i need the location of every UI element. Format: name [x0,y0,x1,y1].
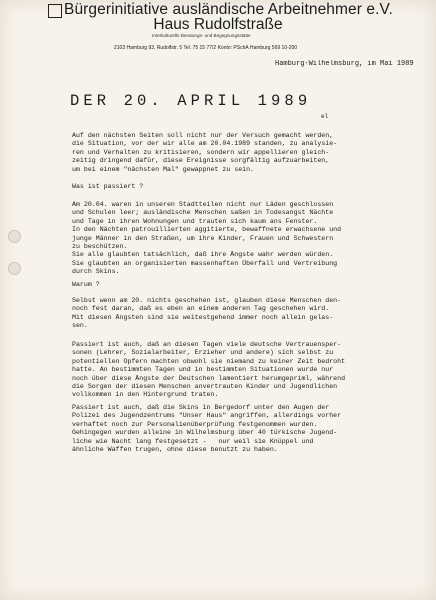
org-subtitle: Interkulturelle Beratungs- und Begegnungsstätte [152,33,251,38]
text-line: und Tage in ihren Wohnungen und trauten sich kaum ans Fenster. [72,217,318,225]
text-line: Selbst wenn am 20. nichts geschehen ist, glauben diese Menschen den- [72,297,342,304]
text-line: liche wie Nacht lang festgesetzt - nur weil sie Knüppel und [72,437,314,445]
text-line: noch fest daran, daß es eben an einem anderen Tag geschehen wird. [72,305,330,313]
text-line: Mit diesen Ängsten sind sie weitestgehend immer noch allein gelas- [72,313,334,321]
org-name-line2: Haus Rudolfstraße [153,16,283,33]
text-line: zeitig dringend dafür, diese Ereignisse sorgfältig aufzuarbeiten, [72,157,330,165]
text-line: Sie alle glaubten tatsächlich, daß ihre Ängste wahr werden würden. [72,251,334,259]
text-line: noch über diese Ängste der Deutschen lamentiert herumgepriml, während [72,374,346,382]
text-line: Auf den nächsten Seiten soll nicht nur der Versuch gemacht werden, [72,132,334,139]
text-line: durch Skins. [72,268,120,276]
text-line: Polizei des Jugendzentrums "Unser Haus" angriffen, allerdings vorher [72,412,342,420]
text-line: ren und Verhalten zu kritisieren, sondern wir appellieren gleich- [72,148,330,156]
text-line: potentiellen Opfern machten obwohl sie niemand zu keiner Zeit bedroht [72,357,346,365]
text-line: Warum ? [72,281,100,288]
text-line: verhaftet noch zur Personalienüberprüfung festgenommen wurden. [72,420,318,428]
text-line: vollkommen in den Hintergrund traten. [72,391,219,399]
text-line: zu beschützen. [72,243,128,251]
body-paragraph [72,183,143,191]
text-line: junge Männer in den Straßen, um ihre Kinder, Frauen und Schwestern [72,234,334,242]
punch-hole [8,230,21,243]
punch-hole [8,262,21,275]
body-paragraph [72,404,341,454]
text-line: Sie glaubten an organisierten massenhaften Überfall und Vertreibung [72,259,338,267]
body-paragraph [72,201,341,277]
body-paragraph [72,132,337,174]
text-line: hatte. An bestimmten Tagen und in bestimmten Situationen wurde nur [72,366,334,374]
text-line: Passiert ist auch, daß an diesen Tagen viele deutsche Vertrauensper- [72,341,342,348]
body-paragraph [72,297,341,331]
body-paragraph [72,341,345,400]
text-line: ähnliche Waffen trugen, ohne diese benutzt zu haben. [72,446,278,454]
text-line: In den Nächten patrouillierten aggitierte, bewaffnete erwachsene und [72,226,342,234]
headline: DER 20. APRIL 1989 [70,92,312,110]
text-line: die Situation, vor der wir alle am 20.04.1989 standen, zu analysie- [72,140,338,148]
text-line: und Schulen leer; ausländische Menschen saßen in Todesangst Nächte [72,209,334,217]
dateline: Hamburg-Wilhelmsburg, im Mai 1989 [275,60,414,68]
text-line: Gehingegen wurden alleine in Wilhelmsburg über 40 türkische Jugend- [72,429,338,437]
text-line: sonen (Lehrer, Sozialarbeiter, Erzieher und andere) sich selbst zu [72,349,334,357]
margin-mark: el [321,113,329,120]
org-address: 2103 Hamburg 93, Rudolfstr. 5 Tel. 75 15 77/2 Konto: PSchA Hamburg 569 10-200 [114,45,298,51]
body-paragraph [72,281,100,289]
text-line: die Sorgen der diesen Menschen anvertrauten Kinder und Jugendlichen [72,383,338,391]
text-line: sen. [72,322,88,330]
text-line: Passiert ist auch, daß die Skins in Bergedorf unter den Augen der [72,404,330,411]
org-name-line1: Bürgerinitiative ausländische Arbeitnehmer e.V. [64,1,393,18]
text-line: Am 20.04. waren in unseren Stadtteilen nicht nur Läden geschlossen [72,201,334,208]
text-line: Was ist passiert ? [72,183,144,190]
text-line: um bei einem "nächsten Mal" gewappnet zu sein. [72,165,255,173]
